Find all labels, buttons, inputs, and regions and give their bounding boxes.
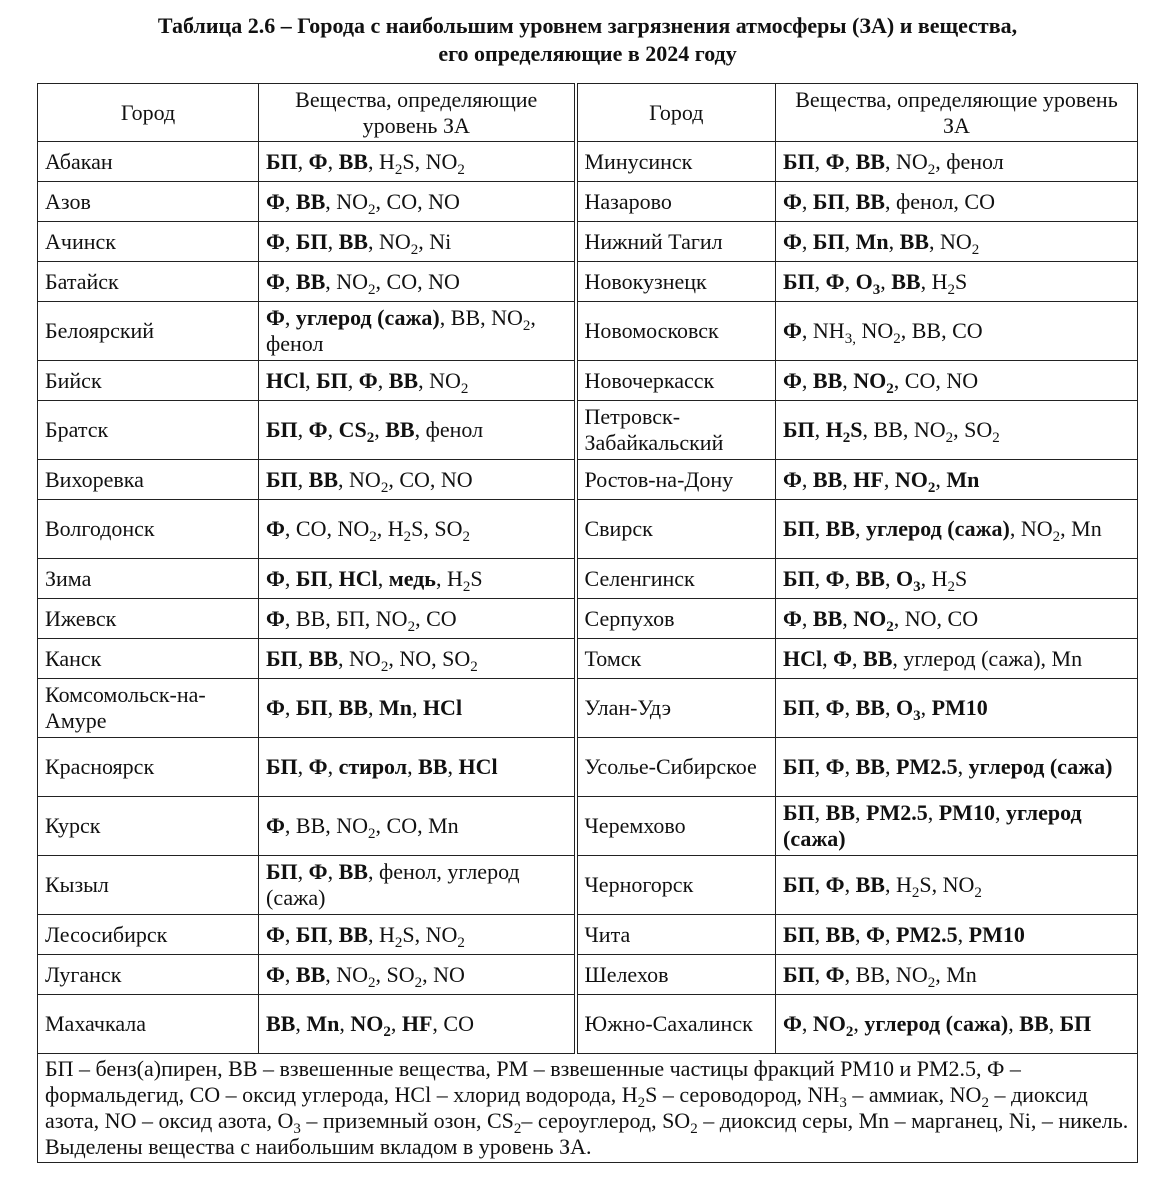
substances-cell: Ф, БП, HCl, медь, $H_2S$ [259, 559, 576, 599]
city-cell: Черемхово [576, 797, 776, 856]
table-row [38, 856, 1138, 915]
substances-cell: Ф, БП, ВВ, Mn, HCl [259, 679, 576, 738]
substances-cell: БП, ВВ, PM2.5, PM10, углерод (сажа) [776, 797, 1138, 856]
legend-abbreviations: БП – бенз(а)пирен, ВВ – взвешенные вещества, РМ – взвешенные частицы фракций РМ10 и РМ2.5, Ф – формальдегид, СО – оксид углерода, HCl – хлорид водорода, $H_2S$ – сероводород, $NH_3$ – аммиак, $NO_2$ – диоксид азота, NO – оксид азота, $O_3$ – приземный озон, $CS_2-$ сероуглерод, $SO_2$ – диоксид серы, Mn – марганец, Ni, – никель. [45, 1056, 1129, 1137]
city-cell: Волгодонск [38, 500, 259, 559]
legend-row [38, 1054, 1138, 1163]
city-cell: Ижевск [38, 599, 259, 639]
substances-cell: БП, Ф, ВВ, $H_2S$, $NO_2$ [776, 856, 1138, 915]
city-cell: Серпухов [576, 599, 776, 639]
city-cell: Зима [38, 559, 259, 599]
city-cell: Вихоревка [38, 460, 259, 500]
substances-cell: Ф, ВВ, $NO_2$, CO, NO [259, 262, 576, 302]
substances-cell: Ф, CO, $NO_2$, $H_2S$, $SO_2$ [259, 500, 576, 559]
city-cell: Южно-Сахалинск [576, 995, 776, 1054]
city-cell: Ачинск [38, 222, 259, 262]
substances-cell: БП, Ф, $O_3$, ВВ, $H_2S$ [776, 262, 1138, 302]
city-cell: Лесосибирск [38, 915, 259, 955]
header-city-right: Город [576, 84, 776, 142]
substances-cell: Ф, ВВ, $NO_2$, CO, NO [776, 361, 1138, 401]
substances-cell: БП, Ф, ВВ, $H_2S$, $NO_2$ [259, 142, 576, 182]
substances-cell: HCl, Ф, ВВ, углерод (сажа), Mn [776, 639, 1138, 679]
table-row [38, 955, 1138, 995]
city-cell: Нижний Тагил [576, 222, 776, 262]
table-header-row [38, 84, 1138, 142]
city-cell: Канск [38, 639, 259, 679]
table-row [38, 401, 1138, 460]
table-row [38, 460, 1138, 500]
city-cell: Новокузнецк [576, 262, 776, 302]
city-cell: Ростов-на-Дону [576, 460, 776, 500]
city-cell: Новомосковск [576, 302, 776, 361]
city-cell: Луганск [38, 955, 259, 995]
substances-cell: Ф, $NO_2$, углерод (сажа), ВВ, БП [776, 995, 1138, 1054]
substances-cell: ВВ, Mn, $NO_2$, HF, CO [259, 995, 576, 1054]
city-cell: Белоярский [38, 302, 259, 361]
city-cell: Бийск [38, 361, 259, 401]
substances-cell: БП, Ф, стирол, ВВ, HCl [259, 738, 576, 797]
table-row [38, 262, 1138, 302]
table-row [38, 639, 1138, 679]
substances-cell: Ф, ВВ, $NO_2$, CO, Mn [259, 797, 576, 856]
city-cell: Комсомольск-на-Амуре [38, 679, 259, 738]
substances-cell: Ф, углерод (сажа), ВВ, $NO_2$, фенол [259, 302, 576, 361]
city-cell: Шелехов [576, 955, 776, 995]
substances-cell: БП, ВВ, $NO_2$, CO, NO [259, 460, 576, 500]
city-cell: Усолье-Сибирское [576, 738, 776, 797]
header-substances-left: Вещества, определяющие уровень ЗА [259, 84, 576, 142]
substances-cell: БП, Ф, ВВ, PM2.5, углерод (сажа) [776, 738, 1138, 797]
table-row [38, 182, 1138, 222]
substances-cell: БП, Ф, ВВ, $NO_2$, Mn [776, 955, 1138, 995]
table-row [38, 559, 1138, 599]
table-row [38, 302, 1138, 361]
city-cell: Красноярск [38, 738, 259, 797]
substances-cell: Ф, ВВ, $NO_2$, CO, NO [259, 182, 576, 222]
city-cell: Улан-Удэ [576, 679, 776, 738]
table-row [38, 142, 1138, 182]
city-cell: Кызыл [38, 856, 259, 915]
table-row [38, 222, 1138, 262]
substances-cell: Ф, БП, ВВ, фенол, CO [776, 182, 1138, 222]
city-cell: Курск [38, 797, 259, 856]
city-cell: Минусинск [576, 142, 776, 182]
legend-note: Выделены вещества с наибольшим вкладом в уровень ЗА. [45, 1134, 592, 1159]
city-cell: Новочеркасск [576, 361, 776, 401]
city-cell: Петровск-Забайкальский [576, 401, 776, 460]
pollution-table [37, 83, 1138, 1163]
table-caption-line-1: Таблица 2.6 – Города с наибольшим уровнем загрязнения атмосферы (ЗА) и вещества, [157, 13, 1018, 38]
city-cell: Батайск [38, 262, 259, 302]
substances-cell: БП, ВВ, углерод (сажа), $NO_2$, Mn [776, 500, 1138, 559]
city-cell: Томск [576, 639, 776, 679]
table-body [38, 142, 1138, 1054]
table-row [38, 679, 1138, 738]
table-row [38, 915, 1138, 955]
substances-cell: Ф, $NH_{3,}$ $NO_2$, ВВ, CO [776, 302, 1138, 361]
city-cell: Махачкала [38, 995, 259, 1054]
substances-cell: БП, ВВ, Ф, PM2.5, PM10 [776, 915, 1138, 955]
substances-cell: БП, ВВ, $NO_2$, NO, $SO_2$ [259, 639, 576, 679]
table-caption-line-2: его определяющие в 2024 году [438, 41, 737, 66]
city-cell: Свирск [576, 500, 776, 559]
city-cell: Назарово [576, 182, 776, 222]
substances-cell: Ф, ВВ, HF, $NO_2$, Mn [776, 460, 1138, 500]
legend-cell [38, 1054, 1138, 1163]
table-caption [0, 12, 1175, 68]
header-substances-right: Вещества, определяющие уровень ЗА [776, 84, 1138, 142]
table-row [38, 995, 1138, 1054]
substances-cell: БП, Ф, ВВ, фенол, углерод (сажа) [259, 856, 576, 915]
table-row [38, 599, 1138, 639]
substances-cell: БП, $H_2S$, ВВ, $NO_2$, $SO_2$ [776, 401, 1138, 460]
table-row [38, 361, 1138, 401]
substances-cell: Ф, БП, ВВ, $NO_2$, Ni [259, 222, 576, 262]
city-cell: Селенгинск [576, 559, 776, 599]
substances-cell: БП, Ф, ВВ, $O_3$, PM10 [776, 679, 1138, 738]
city-cell: Азов [38, 182, 259, 222]
substances-cell: Ф, ВВ, БП, $NO_2$, CO [259, 599, 576, 639]
city-cell: Черногорск [576, 856, 776, 915]
substances-cell: Ф, БП, ВВ, $H_2S$, $NO_2$ [259, 915, 576, 955]
city-cell: Абакан [38, 142, 259, 182]
substances-cell: БП, Ф, ВВ, $NO_2$, фенол [776, 142, 1138, 182]
substances-cell: HCl, БП, Ф, ВВ, $NO_2$ [259, 361, 576, 401]
city-cell: Братск [38, 401, 259, 460]
city-cell: Чита [576, 915, 776, 955]
substances-cell: Ф, ВВ, $NO_2$, $SO_2$, NO [259, 955, 576, 995]
substances-cell: Ф, БП, Mn, ВВ, $NO_2$ [776, 222, 1138, 262]
substances-cell: БП, Ф, $CS_2$, ВВ, фенол [259, 401, 576, 460]
substances-cell: БП, Ф, ВВ, $O_3$, $H_2S$ [776, 559, 1138, 599]
substances-cell: Ф, ВВ, $NO_2$, NO, CO [776, 599, 1138, 639]
header-city-left: Город [38, 84, 259, 142]
table-row [38, 500, 1138, 559]
table-row [38, 738, 1138, 797]
table-row [38, 797, 1138, 856]
